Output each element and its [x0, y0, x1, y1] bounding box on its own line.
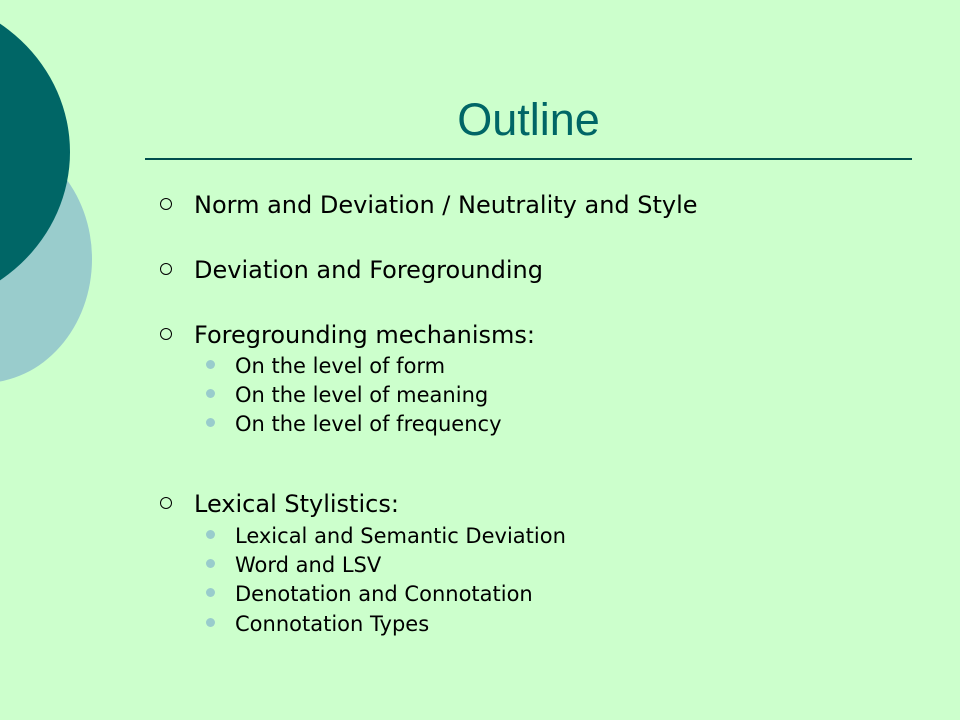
- dot-bullet-icon: [206, 530, 215, 539]
- dot-bullet-icon: [206, 588, 215, 597]
- outline-item-label: Norm and Deviation / Neutrality and Style: [194, 191, 698, 219]
- title-divider: [145, 158, 912, 160]
- hollow-circle-bullet-icon: [160, 497, 172, 509]
- outline-item-label: Foregrounding mechanisms:: [194, 321, 536, 349]
- outline-item-label: Deviation and Foregrounding: [194, 256, 543, 284]
- dot-bullet-icon: [206, 360, 215, 369]
- outline-subitem-label: Denotation and Connotation: [235, 582, 533, 606]
- outline-subitem-label: On the level of frequency: [235, 412, 502, 436]
- dot-bullet-icon: [206, 389, 215, 398]
- dot-bullet-icon: [206, 418, 215, 427]
- hollow-circle-bullet-icon: [160, 198, 172, 210]
- slide-title: Outline: [457, 94, 600, 145]
- outline-subitem-label: Lexical and Semantic Deviation: [235, 524, 566, 548]
- outline-subitem-label: On the level of form: [235, 354, 446, 378]
- outline-subitem-label: Word and LSV: [235, 553, 382, 577]
- dot-bullet-icon: [206, 559, 215, 568]
- outline-item-label: Lexical Stylistics:: [194, 490, 399, 518]
- hollow-circle-bullet-icon: [160, 263, 172, 275]
- outline-subitem-label: Connotation Types: [235, 612, 430, 636]
- dot-bullet-icon: [206, 618, 215, 627]
- outline-subitem-label: On the level of meaning: [235, 383, 489, 407]
- hollow-circle-bullet-icon: [160, 328, 172, 340]
